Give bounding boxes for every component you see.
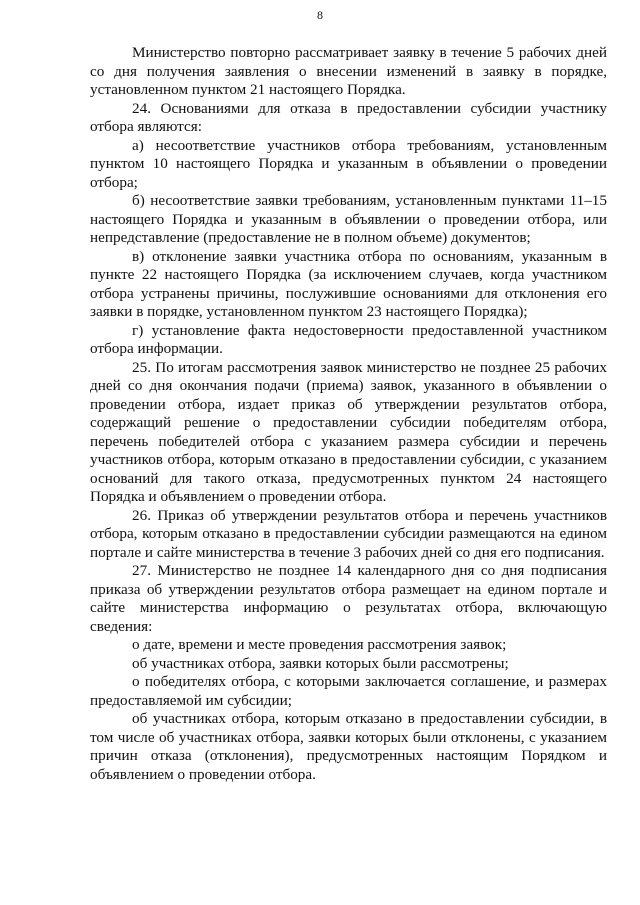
- list-item-winners: о победителях отбора, с которыми заключается соглашение, и размерах предоставляемой им субсидии;: [90, 673, 607, 709]
- list-item-refused-participants: об участниках отбора, которым отказано в предоставлении субсидии, в том числе об участниках отбора, заявки которых были отклонены, с указанием причин отказа (отклонения), предусмотренных настоящим Порядком и объявлением о проведении отбора.: [90, 710, 607, 783]
- list-item-reviewed-participants: об участниках отбора, заявки которых были рассмотрены;: [132, 654, 509, 672]
- paragraph-27-results-info: 27. Министерство не позднее 14 календарного дня со дня подписания приказа об утверждении результатов отбора размещает на едином портале и сайте министерства информацию о результатах отбора, включающую сведения:: [90, 562, 607, 635]
- paragraph-26-publication: 26. Приказ об утверждении результатов отбора и перечень участников отбора, которым отказано в предоставлении субсидии размещаются на едином портале и сайте министерства в течение 3 рабочих дней со дня его подписания.: [90, 506, 607, 561]
- page-number: 8: [317, 8, 323, 22]
- list-item-review-date: о дате, времени и месте проведения рассмотрения заявок;: [132, 636, 507, 653]
- paragraph-resubmission-review: Министерство повторно рассматривает заявку в течение 5 рабочих дней со дня получения заявления о внесении изменений в заявку в порядке, установленном пунктом 21 настоящего Порядка.: [90, 44, 607, 98]
- paragraph-24a: а) несоответствие участников отбора требованиям, установленным пунктом 10 настоящего Порядка и указанным в объявлении о проведении отбора;: [90, 136, 607, 191]
- document-body: [90, 44, 607, 784]
- paragraph-24b: б) несоответствие заявки требованиям, установленным пунктами 11–15 настоящего Порядка и указанным в объявлении о проведении отбора, или непредставление (предоставление не в полном объеме) документов;: [90, 192, 607, 246]
- paragraph-24g: г) установление факта недостоверности предоставленной участником отбора информации.: [90, 321, 607, 357]
- paragraph-24-refusal-grounds: 24. Основаниями для отказа в предоставлении субсидии участнику отбора являются:: [90, 99, 607, 135]
- paragraph-25-results-order: 25. По итогам рассмотрения заявок министерство не позднее 25 рабочих дней со дня окончания подачи (приема) заявок, указанного в объявлении о проведении отбора, издает приказ об утверждении результатов отбора, содержащий решение о предоставлении субсидии победителям отбора, перечень победителей отбора с указанием размера субсидии и перечень участников отбора, которым отказано в предоставлении субсидии, с указанием оснований для такого отказа, предусмотренных пунктом 24 настоящего Порядка и объявлением о проведении отбора.: [90, 358, 607, 505]
- paragraph-24v: в) отклонение заявки участника отбора по основаниям, указанным в пункте 22 настоящего Порядка (за исключением случаев, когда участником отбора устранены причины, послужившие основаниями для отклонения его заявки в порядке, установленном пунктом 23 настоящего Порядка);: [90, 247, 607, 320]
